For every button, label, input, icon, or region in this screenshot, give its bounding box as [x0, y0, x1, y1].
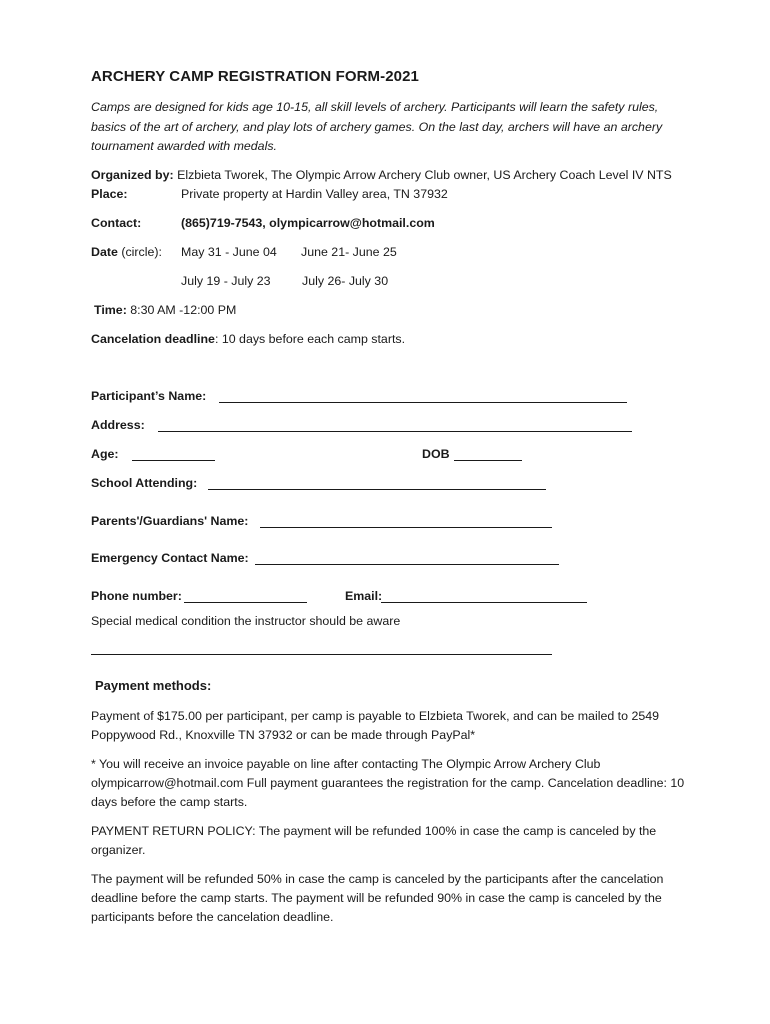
cancel-label: Cancelation deadline: [91, 332, 215, 346]
parents-field[interactable]: [260, 527, 552, 528]
participant-name-label: Participant’s Name:: [91, 389, 207, 403]
date-label: Date: [91, 245, 118, 259]
participant-name-field[interactable]: [219, 402, 627, 403]
school-field[interactable]: [208, 489, 546, 490]
refund-paragraph: The payment will be refunded 50% in case the camp is canceled by the participants after the cancelation deadline before the camp starts. The payment will be refunded 90% in case the camp is canceled by the participants before the cancelation deadline.: [91, 872, 664, 924]
email-label: Email:: [345, 589, 383, 603]
payment-paragraph: * You will receive an invoice payable on line after contacting The Olympic Arrow Archery Club olympicarrow@hotmail.com Full payment guarantees the registration for the camp. Cancelation deadline: 10 days before the camp starts.: [91, 757, 685, 809]
school-label: School Attending:: [91, 476, 198, 490]
contact-label: Contact:: [91, 216, 142, 230]
emergency-label: Emergency Contact Name:: [91, 551, 249, 565]
date-option[interactable]: July 19 - July 23: [181, 274, 271, 288]
organized-row: [91, 166, 672, 184]
parents-label: Parents'/Guardians' Name:: [91, 514, 249, 528]
medical-label: Special medical condition the instructor should be aware: [91, 614, 401, 628]
age-field[interactable]: [132, 460, 215, 461]
address-label: Address:: [91, 418, 145, 432]
return-policy-paragraph: PAYMENT RETURN POLICY: The payment will be refunded 100% in case the camp is canceled by the organizer.: [91, 824, 657, 857]
date-option[interactable]: July 26- July 30: [302, 274, 389, 288]
phone-label: Phone number:: [91, 589, 182, 603]
form-title: ARCHERY CAMP REGISTRATION FORM-2021: [91, 68, 419, 85]
time-label: Time:: [94, 303, 127, 317]
date-option[interactable]: June 21- June 25: [301, 245, 397, 259]
payment-heading: Payment methods:: [95, 678, 212, 693]
contact-value: (865)719-7543, olympicarrow@hotmail.com: [181, 216, 435, 230]
email-field[interactable]: [381, 602, 587, 603]
age-label: Age:: [91, 447, 119, 461]
place-label: Place:: [91, 187, 128, 201]
emergency-field[interactable]: [255, 564, 559, 565]
date-note: (circle):: [121, 245, 162, 259]
medical-field[interactable]: [91, 654, 552, 655]
dob-field[interactable]: [454, 460, 522, 461]
cancel-row: [91, 330, 405, 348]
place-value: Private property at Hardin Valley area, TN 37932: [181, 187, 448, 201]
date-option[interactable]: May 31 - June 04: [181, 245, 277, 259]
cancel-value: : 10 days before each camp starts.: [214, 332, 406, 346]
form-intro: Camps are designed for kids age 10-15, all skill levels of archery. Participants will learn the safety rules, basics of the art of archery, and play lots of archery games. On the last day, archers will have an archery tournament awarded with medals.: [91, 100, 663, 153]
phone-field[interactable]: [184, 602, 307, 603]
time-row: [94, 301, 236, 319]
organized-value: Elzbieta Tworek, The Olympic Arrow Archery Club owner, US Archery Coach Level IV NTS: [177, 168, 672, 182]
time-value: 8:30 AM -12:00 PM: [130, 303, 237, 317]
address-field[interactable]: [158, 431, 632, 432]
dob-label: DOB: [422, 447, 450, 461]
date-label-cell: [91, 243, 162, 261]
place-label-cell: [91, 185, 128, 203]
organized-label: Organized by:: [91, 168, 174, 182]
payment-paragraph: Payment of $175.00 per participant, per camp is payable to Elzbieta Tworek, and can be mailed to 2549 Poppywood Rd., Knoxville TN 37932 or can be made through PayPal*: [91, 709, 660, 742]
